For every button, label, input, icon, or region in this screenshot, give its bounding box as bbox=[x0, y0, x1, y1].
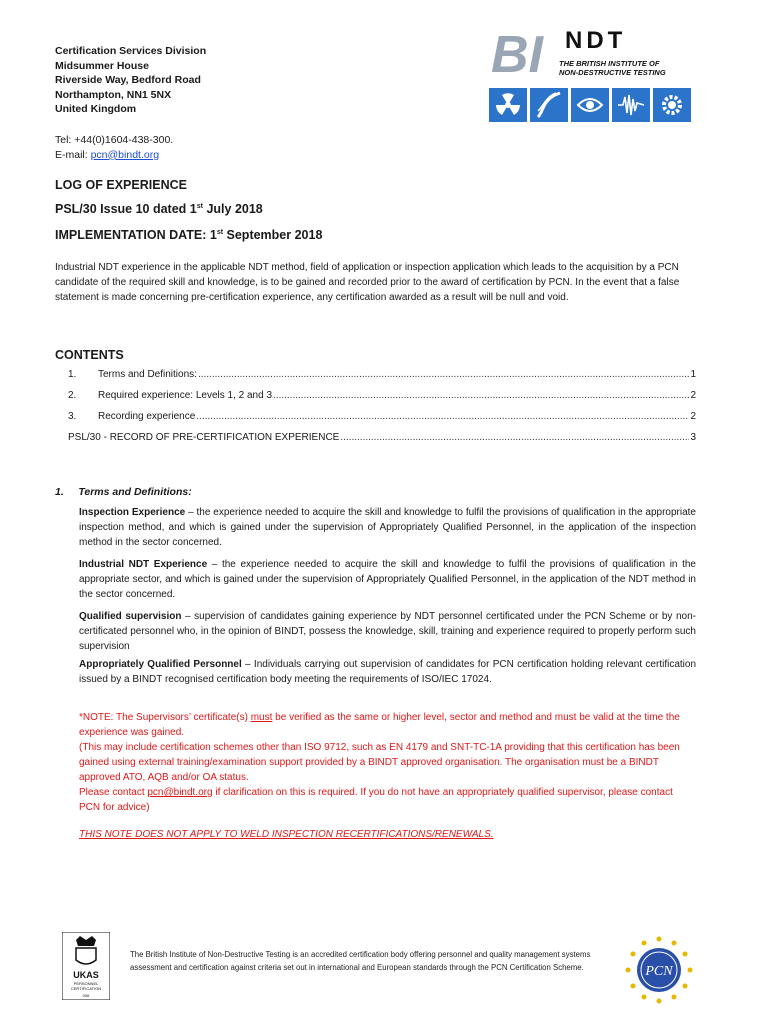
ukas-name: UKAS bbox=[73, 970, 99, 980]
toc-page: 1 bbox=[690, 369, 696, 380]
note-text: Please contact bbox=[79, 787, 148, 798]
toc-label: Recording experience bbox=[98, 411, 196, 422]
toc-leader bbox=[196, 411, 689, 422]
footer-text: The British Institute of Non-Destructive Testing is an accredited certification body offering personnel and quality management systems assessment and certification against criteria set out in international and European standards through the PCN Certification Scheme. bbox=[130, 950, 591, 972]
address-line: United Kingdom bbox=[55, 103, 137, 116]
toc-label: Terms and Definitions: bbox=[98, 369, 197, 380]
logo-letters: BI bbox=[491, 26, 543, 78]
toc-entry[interactable] bbox=[68, 432, 696, 443]
toc-number: 2. bbox=[68, 390, 77, 401]
logo-line1: THE BRITISH INSTITUTE OF bbox=[559, 59, 660, 68]
logo-ndt: NDT bbox=[565, 27, 627, 54]
note-text: if clarification on this is required. If you do not have an appropriately qualified supervisor, please contact PCN for advice) bbox=[79, 787, 673, 813]
definition-text: – Individuals carrying out supervision of candidates for PCN certification holding relevant certification issued by a BINDT recognised certification body meeting the requirements of ISO/IEC 17024. bbox=[79, 659, 696, 685]
toc-leader bbox=[273, 390, 689, 401]
toc-label: Required experience: Levels 1, 2 and 3 bbox=[98, 390, 273, 401]
address-line: Northampton, NN1 5NX bbox=[55, 88, 172, 101]
toc-number: 3. bbox=[68, 411, 77, 422]
pcn-logo bbox=[624, 935, 694, 1005]
email-line bbox=[55, 148, 173, 163]
contents-heading: CONTENTS bbox=[55, 348, 124, 362]
email-label: E-mail: bbox=[55, 148, 91, 161]
eye-icon bbox=[571, 88, 609, 122]
bindt-logo bbox=[491, 26, 696, 78]
contact-block bbox=[55, 133, 173, 162]
toc-page: 2 bbox=[690, 411, 696, 422]
address-line: Riverside Way, Bedford Road bbox=[55, 74, 201, 87]
logo-line2: NON-DESTRUCTIVE TESTING bbox=[559, 68, 666, 77]
toc-entry[interactable] bbox=[68, 411, 696, 422]
note-text: be verified as the same or higher level, sector and method and must be valid at the time the experience was gained. bbox=[79, 712, 680, 738]
issue-line bbox=[55, 202, 263, 216]
gear-icon bbox=[653, 88, 691, 122]
implementation-sup: st bbox=[216, 228, 224, 236]
ukas-line1: PERSONNEL bbox=[73, 981, 99, 986]
shield-icon bbox=[76, 948, 96, 964]
ukas-number: 006 bbox=[82, 993, 90, 998]
note-must: must bbox=[250, 712, 273, 723]
issue-text: PSL/30 Issue 10 dated 1 bbox=[55, 202, 197, 216]
email-link[interactable]: pcn@bindt.org bbox=[90, 148, 160, 161]
toc-label: PSL/30 - RECORD OF PRE-CERTIFICATION EXPERIENCE bbox=[68, 432, 340, 443]
definition bbox=[79, 657, 696, 687]
note-paragraph: (This may include certification schemes other than ISO 9712, such as EN 4179 and SNT-TC-1A providing that this certification has been gained using external training/examination support provided by a BINDT approved organisation. The organisation must be a BINDT approved ATO, AQB and/or OA status. bbox=[79, 742, 680, 783]
definition-term: Qualified supervision bbox=[79, 611, 182, 622]
implementation-line bbox=[55, 228, 322, 242]
wave-icon bbox=[530, 88, 568, 122]
definition-term: Inspection Experience bbox=[79, 507, 186, 518]
crown-icon bbox=[76, 936, 96, 946]
pcn-text: PCN bbox=[645, 964, 673, 979]
definition bbox=[79, 609, 696, 654]
toc-entry[interactable] bbox=[68, 390, 696, 401]
weld-note: THIS NOTE DOES NOT APPLY TO WELD INSPECTION RECERTIFICATIONS/RENEWALS. bbox=[79, 829, 494, 840]
ukas-logo bbox=[62, 932, 110, 1000]
issue-date: July 2018 bbox=[202, 202, 263, 216]
toc-leader bbox=[340, 432, 689, 443]
address-line: Midsummer House bbox=[55, 59, 149, 72]
ukas-line2: CERTIFICATION bbox=[70, 986, 102, 991]
toc-number: 1. bbox=[68, 369, 77, 380]
issue-sup: st bbox=[196, 202, 203, 210]
definition bbox=[79, 505, 696, 550]
radiation-icon bbox=[489, 88, 527, 122]
toc-leader bbox=[198, 369, 690, 380]
toc-page: 3 bbox=[690, 432, 696, 443]
implementation-text: IMPLEMENTATION DATE: 1 bbox=[55, 228, 217, 242]
definition-text: – supervision of candidates gaining experience by NDT personnel certificated under the PCN Scheme or by non-certificated personnel who, in the opinion of BINDT, possess the knowledge, skill, training and experience required to properly perform such supervision bbox=[79, 611, 696, 652]
definition bbox=[79, 557, 696, 602]
toc-entry[interactable] bbox=[68, 369, 696, 380]
supervisor-note bbox=[79, 710, 696, 815]
definition-text: – the experience needed to acquire the skill and knowledge to fulfil the provisions of qualification in the appropriate sector, and which is gained under the supervision of Appropriately Qualified Personnel, in the application of the NDT method in the sector concerned. bbox=[79, 559, 696, 600]
intro-paragraph: Industrial NDT experience in the applicable NDT method, field of application or inspection application which leads to the acquisition by a PCN candidate of the required skill and knowledge, is to be gained and recorded prior to the award of certification by PCN. In the event that a false statement is made concerning pre-certification experience, any certification awarded as a result will be null and void. bbox=[55, 262, 680, 303]
method-icons bbox=[489, 88, 691, 122]
note-paragraph bbox=[79, 710, 696, 740]
telephone: Tel: +44(0)1604-438-300. bbox=[55, 134, 174, 146]
document-title: LOG OF EXPERIENCE bbox=[55, 178, 187, 192]
section-heading: 1. Terms and Definitions: bbox=[55, 486, 192, 498]
address-line: Certification Services Division bbox=[55, 45, 207, 57]
note-email-link[interactable]: pcn@bindt.org bbox=[147, 787, 213, 798]
signal-icon bbox=[612, 88, 650, 122]
toc-page: 2 bbox=[690, 390, 696, 401]
note-text: *NOTE: The Supervisors’ certificate(s) bbox=[79, 712, 251, 723]
address-block bbox=[55, 44, 206, 117]
implementation-date: September 2018 bbox=[223, 228, 323, 242]
definition-text: – the experience needed to acquire the skill and knowledge to fulfil the provisions of qualification in the appropriate inspection method, and which is gained under the supervision of Appropriately Qualified Personnel, in the application of the inspection method in the sector concerned. bbox=[79, 507, 696, 548]
note-paragraph bbox=[79, 785, 696, 815]
definition-term: Appropriately Qualified Personnel bbox=[79, 659, 242, 670]
definition-term: Industrial NDT Experience bbox=[79, 559, 208, 570]
